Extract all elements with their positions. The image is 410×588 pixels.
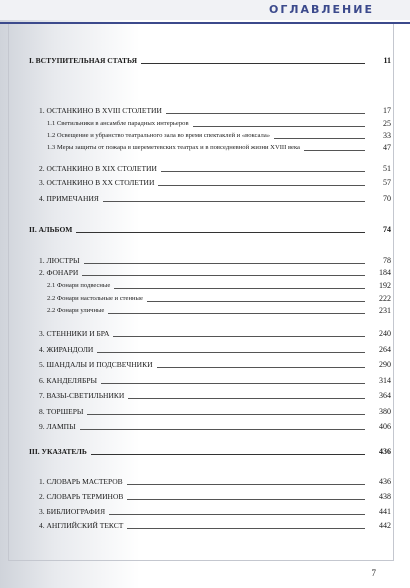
toc-entry-title: 4. ЖИРАНДОЛИ [39, 345, 94, 354]
toc-entry-title: 2. ФОНАРИ [39, 268, 79, 277]
toc-entry-title: 1. ЛЮСТРЫ [39, 256, 80, 265]
toc-entry-title: II. АЛЬБОМ [29, 225, 73, 234]
toc-entry-part[interactable] [29, 54, 391, 66]
leader-line [161, 171, 365, 172]
toc-entry-title: 2.1 Фонари подвесные [47, 282, 111, 289]
toc-entry-ch[interactable] [39, 192, 391, 204]
toc-entry-ch[interactable] [39, 420, 391, 432]
page-title: ОГЛАВЛЕНИЕ [269, 3, 374, 16]
leader-line [80, 429, 365, 430]
toc-entry-page: 441 [379, 507, 391, 516]
leader-line [113, 336, 365, 337]
toc-entry-part[interactable] [29, 445, 391, 457]
toc-entry-page: 231 [379, 306, 391, 315]
leader-line [84, 263, 365, 264]
leader-line [114, 288, 365, 289]
toc-entry-page: 74 [383, 225, 391, 234]
leader-line [87, 414, 365, 415]
toc-entry-part[interactable] [29, 223, 391, 235]
toc-entry-page: 240 [379, 329, 391, 338]
leader-line [274, 138, 365, 139]
toc-entry-page: 442 [379, 521, 391, 530]
toc-entry-page: 436 [379, 447, 391, 456]
toc-entry-title: 4. АНГЛИЙСКИЙ ТЕКСТ [39, 521, 124, 530]
toc-entry-sub[interactable] [47, 279, 391, 291]
leader-line [108, 313, 365, 314]
toc-entry-page: 264 [379, 345, 391, 354]
toc-entry-title: 2.2 Фонари уличные [47, 307, 105, 314]
toc-entry-ch[interactable] [39, 389, 391, 401]
leader-line [157, 367, 365, 368]
toc-entry-page: 70 [383, 194, 391, 203]
toc-entry-page: 17 [383, 106, 391, 115]
leader-line [76, 232, 365, 233]
toc-entry-ch[interactable] [39, 266, 391, 278]
toc-entry-ch[interactable] [39, 505, 391, 517]
toc-entry-sub[interactable] [47, 117, 391, 129]
toc-entry-sub[interactable] [47, 292, 391, 304]
leader-line [101, 383, 365, 384]
toc-entry-ch[interactable] [39, 519, 391, 531]
leader-line [141, 63, 365, 64]
toc-entry-title: 2. ОСТАНКИНО В XIX СТОЛЕТИИ [39, 164, 157, 173]
toc-entry-sub[interactable] [47, 304, 391, 316]
toc-entry-title: 7. ВАЗЫ-СВЕТИЛЬНИКИ [39, 391, 125, 400]
toc-entry-title: 1.2 Освещение и убранство театрального зала во время спектаклей и «воксала» [47, 132, 271, 139]
toc-entry-title: 5. ШАНДАЛЫ И ПОДСВЕЧНИКИ [39, 360, 153, 369]
toc-entry-page: 47 [383, 143, 391, 152]
toc-entry-title: 3. БИБЛИОГРАФИЯ [39, 507, 106, 516]
toc-entry-ch[interactable] [39, 475, 391, 487]
toc-entry-title: I. ВСТУПИТЕЛЬНАЯ СТАТЬЯ [29, 56, 138, 65]
toc-entry-title: 2. СЛОВАРЬ ТЕРМИНОВ [39, 492, 124, 501]
leader-line [97, 352, 365, 353]
toc-entry-sub[interactable] [47, 141, 391, 153]
leader-line [128, 398, 365, 399]
toc-entry-page: 222 [379, 294, 391, 303]
page-number: 7 [371, 568, 376, 578]
header-bar [0, 0, 410, 20]
toc-entry-ch[interactable] [39, 405, 391, 417]
toc-entry-ch[interactable] [39, 176, 391, 188]
toc-entry-title: 1. СЛОВАРЬ МАСТЕРОВ [39, 477, 123, 486]
toc-entry-title: 1.3 Меры защиты от пожара в шереметевских театрах и в повседневной жизни XVIII века [47, 144, 300, 151]
toc-entry-title: 2.2 Фонари настольные и стенные [47, 295, 143, 302]
toc-entry-ch[interactable] [39, 358, 391, 370]
toc-entry-page: 78 [383, 256, 391, 265]
toc-entry-title: III. УКАЗАТЕЛЬ [29, 447, 87, 456]
toc-entry-page: 290 [379, 360, 391, 369]
toc-entry-title: 1.1 Светильники в ансамбле парадных интерьеров [47, 120, 189, 127]
leader-line [127, 499, 365, 500]
leader-line [103, 201, 365, 202]
toc-entry-title: 8. ТОРШЕРЫ [39, 407, 84, 416]
toc-entry-ch[interactable] [39, 162, 391, 174]
content-frame [8, 24, 394, 561]
leader-line [147, 301, 365, 302]
toc-entry-page: 184 [379, 268, 391, 277]
toc-entry-title: 3. ОСТАНКИНО В XX СТОЛЕТИИ [39, 178, 155, 187]
toc-entry-page: 25 [383, 119, 391, 128]
toc-entry-ch[interactable] [39, 327, 391, 339]
toc-entry-title: 4. ПРИМЕЧАНИЯ [39, 194, 99, 203]
leader-line [193, 126, 365, 127]
toc-entry-ch[interactable] [39, 343, 391, 355]
toc-entry-page: 314 [379, 376, 391, 385]
toc-entry-ch[interactable] [39, 374, 391, 386]
leader-line [91, 454, 365, 455]
leader-line [158, 185, 365, 186]
toc-entry-sub[interactable] [47, 129, 391, 141]
toc-entry-title: 9. ЛАМПЫ [39, 422, 76, 431]
toc-entry-page: 438 [379, 492, 391, 501]
toc-entry-title: 6. КАНДЕЛЯБРЫ [39, 376, 98, 385]
toc-entry-page: 406 [379, 422, 391, 431]
leader-line [304, 150, 365, 151]
toc-entry-page: 192 [379, 281, 391, 290]
toc-entry-page: 51 [383, 164, 391, 173]
toc-entry-ch[interactable] [39, 490, 391, 502]
leader-line [109, 514, 365, 515]
toc-entry-page: 33 [383, 131, 391, 140]
toc-entry-ch[interactable] [39, 104, 391, 116]
toc-entry-title: 1. ОСТАНКИНО В XVIII СТОЛЕТИИ [39, 106, 162, 115]
toc-entry-title: 3. СТЕННИКИ И БРА [39, 329, 110, 338]
toc-entry-page: 57 [383, 178, 391, 187]
leader-line [127, 484, 365, 485]
leader-line [166, 113, 365, 114]
toc-entry-page: 436 [379, 477, 391, 486]
leader-line [82, 275, 365, 276]
toc-entry-page: 11 [383, 56, 391, 65]
leader-line [127, 528, 365, 529]
toc-entry-ch[interactable] [39, 254, 391, 266]
toc-entry-page: 364 [379, 391, 391, 400]
toc-entry-page: 380 [379, 407, 391, 416]
